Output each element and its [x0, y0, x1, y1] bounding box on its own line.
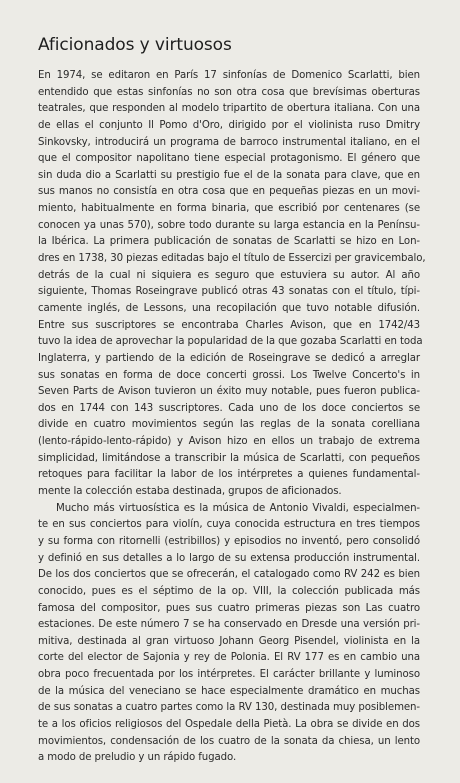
- text-line: famosa del compositor, pues sus cuatro primeras piezas son Las cuatro: [38, 602, 420, 614]
- text-line: De los dos conciertos que se ofrecerán, el catalogado como RV 242 es bien: [38, 569, 420, 581]
- text-line: de la música del veneciano se hace especialmente dramático en muchas: [38, 685, 420, 697]
- text-line: Seven Parts de Avison tuvieron un éxito muy notable, pues fueron publica-: [38, 386, 420, 398]
- body-text: [38, 68, 426, 767]
- text-line: Mucho más virtuosística es la música de Antonio Vivaldi, especialmen-: [56, 502, 420, 514]
- text-line: sus sonatas en forma de doce concerti grossi. Los Twelve Concerto's in: [38, 369, 420, 381]
- text-line: conocen ya unas 570), sobre todo durante su larga estancia en la Penínsu-: [38, 219, 420, 231]
- text-line: obra poco frecuentada por los intérpretes. El carácter brillante y luminoso: [38, 669, 420, 681]
- text-line: mente la colección estaba destinada, grupos de aficionados.: [38, 486, 342, 498]
- text-line: y su forma con ritornelli (estribillos) y episodios no inventó, pero consolidó: [38, 535, 420, 547]
- text-line: Sinkovsky, introducirá un programa de barroco instrumental italiano, en el: [38, 136, 420, 148]
- text-line: dos en 1744 con 143 suscriptores. Cada uno de los doce conciertos se: [38, 402, 420, 414]
- text-line: teatrales, que responden al modelo tripartito de obertura italiana. Con una: [38, 103, 420, 115]
- text-line: mitiva, destinada al gran virtuoso Johann Georg Pisendel, violinista en la: [38, 635, 420, 647]
- text-line: En 1974, se editaron en París 17 sinfonías de Domenico Scarlatti, bien: [38, 70, 420, 81]
- text-line: te en sus conciertos para violín, cuya conocida estructura en tres tiempos: [38, 519, 420, 531]
- text-line: a modo de preludio y un rápido fugado.: [38, 752, 237, 764]
- text-line: conocido, pues es el séptimo de la op. VIII, la colección publicada más: [38, 585, 420, 597]
- text-line: movimientos, condensación de los cuatro de la sonata da chiesa, un lento: [38, 735, 420, 747]
- text-line: de sus sonatas a cuatro partes como la RV 130, destinada muy posiblemen-: [38, 702, 420, 714]
- text-line: estaciones. De este número 7 se ha conservado en Dresde una versión pri-: [38, 619, 420, 631]
- text-line: siguiente, Thomas Roseingrave publicó otras 43 sonatas con el título, típi-: [38, 286, 420, 298]
- text-line: sus manos no consistía en otra cosa que en pequeñas piezas en un movi-: [38, 186, 420, 198]
- text-line: divide en cuatro movimientos según las reglas de la sonata corelliana: [38, 419, 420, 431]
- section-title: Aficionados y virtuosos: [38, 35, 232, 55]
- text-line: y definió en sus detalles a lo largo de su extensa producción instrumental.: [38, 552, 420, 564]
- text-line: entendido que estas sinfonías no son otra cosa que brevísimas oberturas: [38, 86, 420, 98]
- text-line: tuvo la idea de aprovechar la popularidad de la que gozaba Scarlatti en toda: [38, 336, 423, 348]
- text-line: de ellas el conjunto Il Pomo d'Oro, dirigido por el violinista ruso Dmitry: [38, 119, 420, 131]
- text-line: simplicidad, limitándose a transcribir la música de Scarlatti, con pequeños: [38, 452, 420, 464]
- text-line: corte del elector de Sajonia y rey de Polonia. El RV 177 es en cambio una: [38, 652, 420, 664]
- text-line: te a los oficios religiosos del Ospedale della Pietà. La obra se divide en dos: [38, 718, 420, 730]
- text-line: retoques para facilitar la labor de los intérpretes a quienes fundamental-: [38, 469, 420, 481]
- text-line: dres en 1738, 30 piezas editadas bajo el título de Essercizi per gravicembalo,: [38, 253, 426, 265]
- text-line: camente inglés, de Lessons, una recopilación que tuvo notable difusión.: [38, 302, 420, 314]
- text-line: detrás de la cual ni siquiera es seguro que estuviera su autor. Al año: [38, 269, 420, 281]
- text-line: Entre sus suscriptores se encontraba Charles Avison, que en 1742/43: [38, 319, 420, 331]
- text-line: que el compositor napolitano tiene especial protagonismo. El género que: [38, 153, 420, 165]
- text-line: Inglaterra, y partiendo de la edición de Roseingrave se dedicó a arreglar: [38, 352, 420, 364]
- text-line: miento, habitualmente en forma binaria, que escribió por centenares (se: [38, 203, 420, 215]
- text-line: la Ibérica. La primera publicación de sonatas de Scarlatti se hizo en Lon-: [38, 236, 420, 248]
- text-line: sin duda dio a Scarlatti su prestigio fue el de la sonata para clave, que en: [38, 169, 420, 181]
- text-line: (lento-rápido-lento-rápido) y Avison hizo en ellos un trabajo de extrema: [38, 436, 420, 448]
